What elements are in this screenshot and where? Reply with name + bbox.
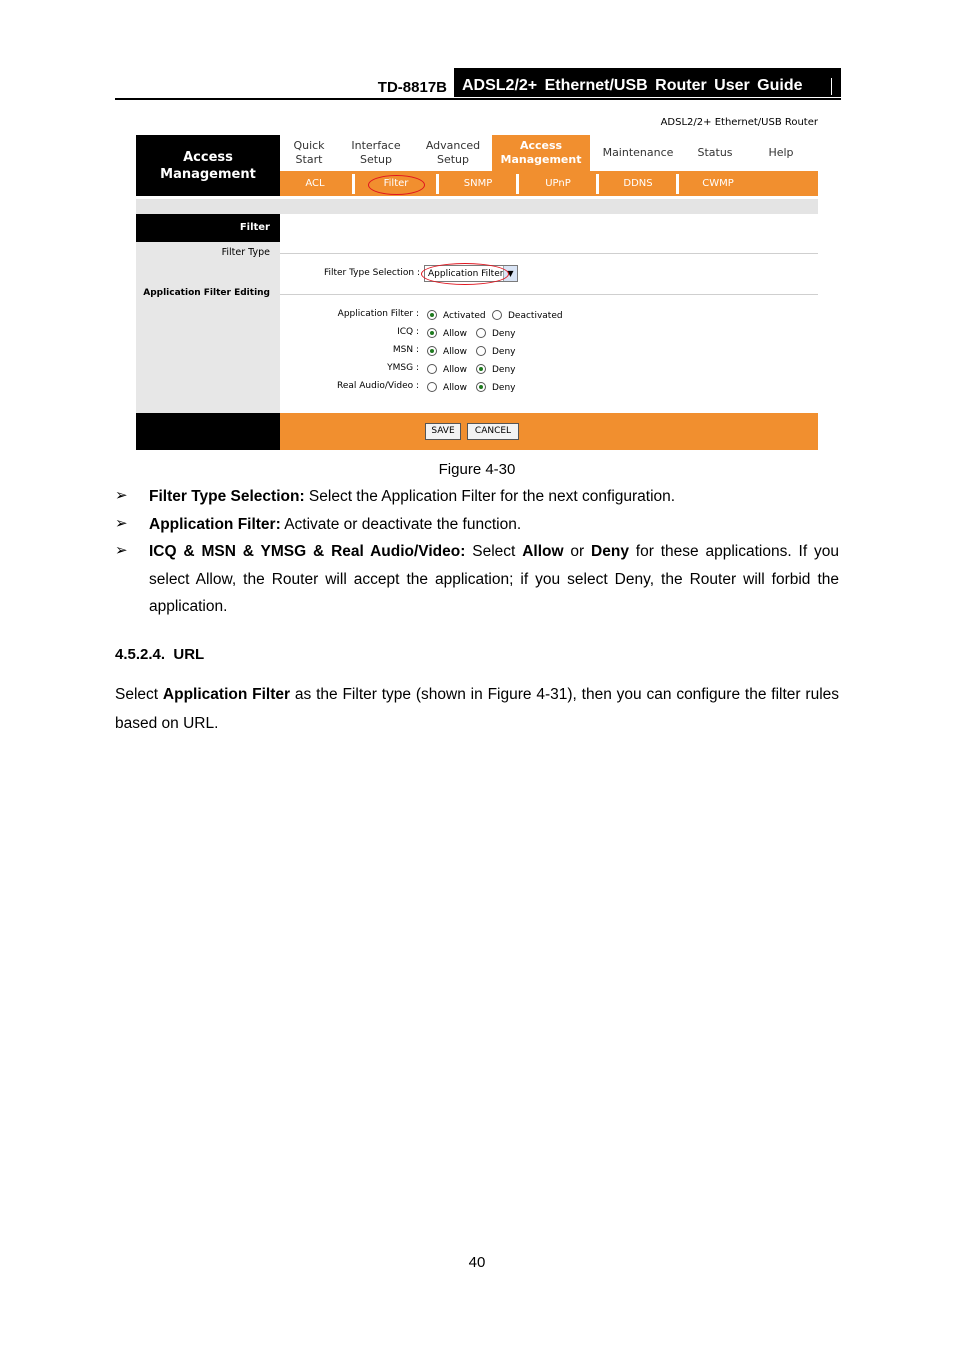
option-label: Allow	[443, 347, 468, 357]
option-label: Deny	[492, 365, 516, 375]
option-label: Allow	[443, 383, 468, 393]
nav-interface-setup[interactable]: Interface Setup	[351, 139, 401, 166]
header-model: TD-8817B	[377, 79, 447, 96]
subnav-cwmp[interactable]: CWMP	[702, 178, 734, 189]
section-heading: 4.5.2.4. URL	[115, 646, 205, 663]
nav-access-management[interactable]: Access Management	[492, 135, 590, 171]
msn-label: MSN :	[392, 345, 419, 355]
row-separator	[280, 294, 818, 295]
subnav-filter[interactable]: Filter	[383, 178, 409, 189]
msn-allow-radio[interactable]	[427, 346, 437, 356]
section-title: Access Management	[136, 135, 280, 196]
sidebar-application-filter-editing: Application Filter Editing	[143, 288, 270, 298]
top-nav	[280, 135, 818, 171]
chevron-down-icon: ▼	[503, 266, 517, 281]
bullet-arrow-icon: ➢	[115, 515, 128, 532]
footer-bar	[280, 413, 818, 450]
nav-help[interactable]: Help	[768, 146, 794, 159]
sidebar	[136, 214, 280, 413]
router-screenshot	[136, 114, 818, 450]
subnav-ddns[interactable]: DDNS	[623, 178, 653, 189]
option-label: Deny	[492, 383, 516, 393]
icq-deny-radio[interactable]	[476, 328, 486, 338]
sidebar-filter-type: Filter Type	[221, 247, 270, 258]
header-divider	[831, 78, 832, 95]
nav-status[interactable]: Status	[697, 146, 733, 159]
router-brand: ADSL2/2+ Ethernet/USB Router	[660, 117, 818, 128]
bullet-arrow-icon: ➢	[115, 487, 128, 504]
subnav-divider	[516, 174, 519, 194]
real-audio-video-label: Real Audio/Video :	[337, 381, 419, 391]
subnav-divider	[596, 174, 599, 194]
option-label: Deny	[492, 347, 516, 357]
page-number: 40	[468, 1254, 486, 1271]
subnav-divider	[676, 174, 679, 194]
real-audio-video-deny-radio[interactable]	[476, 382, 486, 392]
select-highlight-circle	[421, 263, 509, 285]
icq-allow-radio[interactable]	[427, 328, 437, 338]
option-label: Allow	[443, 329, 468, 339]
option-label: Deny	[492, 329, 516, 339]
icq-label: ICQ :	[397, 327, 419, 337]
subnav-divider	[352, 174, 355, 194]
save-button[interactable]: SAVE	[425, 423, 461, 440]
option-label: Deactivated	[508, 311, 563, 321]
sidebar-filter-heading: Filter	[136, 214, 280, 242]
application-filter-label: Application Filter :	[337, 309, 419, 319]
nav-quick-start[interactable]: Quick Start	[293, 139, 325, 166]
gray-strip	[136, 199, 818, 214]
bullet-filter-type-selection: Filter Type Selection: Select the Application Filter for the next configuration.	[149, 488, 676, 505]
page-header	[115, 68, 841, 100]
option-label: Activated	[443, 311, 486, 321]
sub-nav	[280, 171, 818, 196]
ymsg-deny-radio[interactable]	[476, 364, 486, 374]
filter-type-label: Filter Type Selection :	[323, 268, 420, 278]
bullet-application-filter: Application Filter: Activate or deactivate the function.	[149, 516, 522, 533]
application-filter-activated-radio[interactable]	[427, 310, 437, 320]
real-audio-video-allow-radio[interactable]	[427, 382, 437, 392]
filter-type-select[interactable]: Application Filter ▼	[424, 265, 518, 282]
option-label: Allow	[443, 365, 468, 375]
subnav-snmp[interactable]: SNMP	[463, 178, 493, 189]
nav-advanced-setup[interactable]: Advanced Setup	[425, 139, 481, 166]
header-title: ADSL2/2+ Ethernet/USB Router User Guide	[454, 68, 841, 97]
row-separator	[280, 253, 818, 254]
body-paragraph: Select Application Filter as the Filter type (shown in Figure 4-31), then you can configure the filter rules based on URL.	[115, 686, 840, 732]
figure-caption: Figure 4-30	[438, 461, 516, 478]
application-filter-deactivated-radio[interactable]	[492, 310, 502, 320]
cancel-button[interactable]: CANCEL	[467, 423, 519, 440]
ymsg-allow-radio[interactable]	[427, 364, 437, 374]
bullet-arrow-icon: ➢	[115, 542, 128, 559]
subnav-divider	[436, 174, 439, 194]
msn-deny-radio[interactable]	[476, 346, 486, 356]
ymsg-label: YMSG :	[387, 363, 419, 373]
footer-left	[136, 413, 280, 450]
subnav-upnp[interactable]: UPnP	[545, 178, 571, 189]
subnav-acl[interactable]: ACL	[305, 178, 325, 189]
filter-highlight-circle	[368, 175, 425, 195]
bullet-applications: ICQ & MSN & YMSG & Real Audio/Video: Select Allow or Deny for these applications. If you select Allow, the Router will accept the application; if you select Deny, the Router will forbid the application.	[149, 543, 839, 615]
nav-maintenance[interactable]: Maintenance	[602, 146, 674, 159]
